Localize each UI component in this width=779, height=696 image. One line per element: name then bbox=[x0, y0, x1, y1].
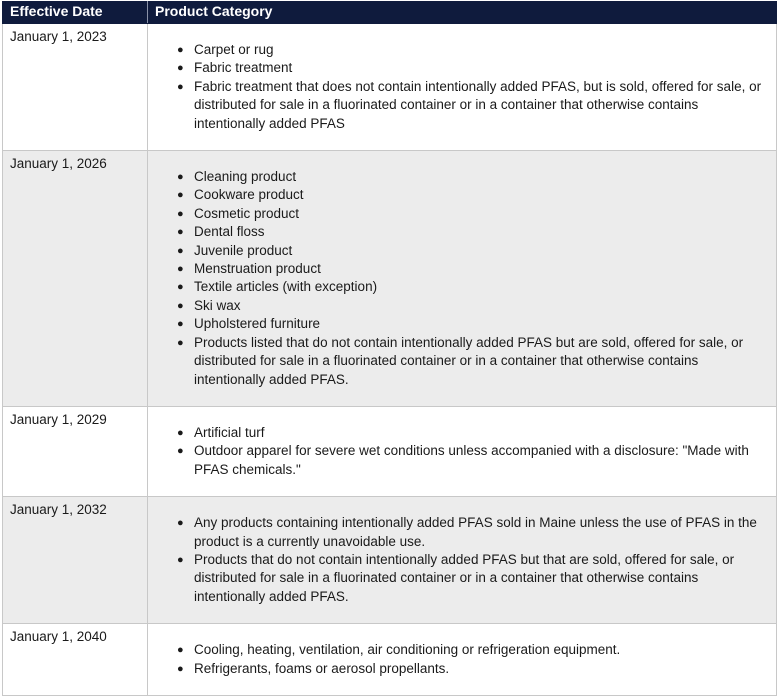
list-item-text: Cleaning product bbox=[194, 169, 297, 185]
table-row bbox=[3, 497, 777, 624]
product-category-cell bbox=[148, 624, 777, 696]
product-category-list bbox=[148, 497, 768, 623]
bullet-icon: ● bbox=[177, 336, 184, 349]
list-item-text: Textile articles (with exception) bbox=[194, 279, 378, 295]
list-item-text: Products that do not contain intentionally added PFAS but that are sold, offered for sale, or distributed for sale in a fluorinated container or in a container that otherwise contains intentionally added PFAS. bbox=[194, 551, 735, 604]
header-effective-date: Effective Date bbox=[3, 2, 148, 24]
bullet-icon: ● bbox=[177, 189, 184, 202]
list-item bbox=[177, 41, 768, 59]
product-category-cell bbox=[148, 406, 777, 496]
bullet-icon: ● bbox=[177, 662, 184, 675]
list-item bbox=[177, 334, 768, 389]
list-item-text: Products listed that do not contain intentionally added PFAS but are sold, offered for sale, or distributed for sale in a fluorinated container or in a container that otherwise contains intentionally added PFAS. bbox=[194, 334, 744, 387]
effective-date-cell: January 1, 2026 bbox=[3, 151, 148, 407]
list-item-text: Cosmetic product bbox=[194, 205, 300, 221]
bullet-icon: ● bbox=[177, 80, 184, 93]
list-item bbox=[177, 59, 768, 77]
list-item bbox=[177, 514, 768, 551]
bullet-icon: ● bbox=[177, 644, 184, 657]
table-row bbox=[3, 624, 777, 696]
effective-date-cell: January 1, 2023 bbox=[3, 24, 148, 151]
table-body bbox=[3, 24, 777, 696]
list-item-text: Dental floss bbox=[194, 224, 265, 240]
list-item bbox=[177, 186, 768, 204]
effective-date-cell: January 1, 2040 bbox=[3, 624, 148, 696]
table-header-row bbox=[3, 2, 777, 24]
pfas-effective-dates-table bbox=[2, 1, 777, 696]
list-item-text: Carpet or rug bbox=[194, 42, 274, 57]
list-item-text: Upholstered furniture bbox=[194, 316, 321, 332]
list-item-text: Ski wax bbox=[194, 297, 241, 313]
product-category-cell bbox=[148, 151, 777, 407]
product-category-list bbox=[148, 624, 768, 695]
product-category-cell bbox=[148, 24, 777, 151]
list-item bbox=[177, 442, 768, 479]
bullet-icon: ● bbox=[177, 263, 184, 276]
list-item bbox=[177, 223, 768, 241]
list-item-text: Fabric treatment that does not contain intentionally added PFAS, but is sold, offered for sale, or distributed for sale in a fluorinated container or in a container that otherwise contains intentionally added PFAS bbox=[194, 78, 762, 131]
bullet-icon: ● bbox=[177, 44, 184, 56]
product-category-cell bbox=[148, 497, 777, 624]
header-product-category: Product Category bbox=[148, 2, 777, 24]
list-item bbox=[177, 424, 768, 442]
list-item bbox=[177, 78, 768, 133]
list-item-text: Fabric treatment bbox=[194, 60, 293, 76]
list-item-text: Cookware product bbox=[194, 187, 304, 203]
list-item bbox=[177, 297, 768, 315]
effective-date-cell: January 1, 2032 bbox=[3, 497, 148, 624]
bullet-icon: ● bbox=[177, 553, 184, 566]
list-item-text: Refrigerants, foams or aerosol propellants. bbox=[194, 660, 450, 676]
bullet-icon: ● bbox=[177, 445, 184, 458]
bullet-icon: ● bbox=[177, 517, 184, 530]
list-item-text: Any products containing intentionally added PFAS sold in Maine unless the use of PFAS in the product is a currently unavoidable use. bbox=[194, 515, 757, 549]
list-item bbox=[177, 641, 768, 659]
list-item-text: Outdoor apparel for severe wet conditions unless accompanied with a disclosure: "Made with PFAS chemicals." bbox=[194, 443, 749, 477]
bullet-icon: ● bbox=[177, 62, 184, 75]
bullet-icon: ● bbox=[177, 226, 184, 239]
list-item bbox=[177, 551, 768, 606]
bullet-icon: ● bbox=[177, 244, 184, 257]
product-category-list bbox=[148, 151, 768, 406]
bullet-icon: ● bbox=[177, 318, 184, 331]
table-row bbox=[3, 406, 777, 496]
bullet-icon: ● bbox=[177, 281, 184, 294]
list-item bbox=[177, 660, 768, 678]
bullet-icon: ● bbox=[177, 299, 184, 312]
table-row bbox=[3, 151, 777, 407]
list-item bbox=[177, 278, 768, 296]
list-item-text: Artificial turf bbox=[194, 424, 265, 440]
list-item bbox=[177, 315, 768, 333]
list-item bbox=[177, 168, 768, 186]
product-category-list bbox=[148, 407, 768, 496]
table-row bbox=[3, 24, 777, 151]
product-category-list bbox=[148, 24, 768, 150]
effective-date-cell: January 1, 2029 bbox=[3, 406, 148, 496]
list-item-text: Menstruation product bbox=[194, 261, 321, 277]
list-item-text: Juvenile product bbox=[194, 242, 293, 258]
bullet-icon: ● bbox=[177, 426, 184, 439]
list-item-text: Cooling, heating, ventilation, air conditioning or refrigeration equipment. bbox=[194, 642, 621, 658]
list-item bbox=[177, 260, 768, 278]
bullet-icon: ● bbox=[177, 207, 184, 220]
list-item bbox=[177, 242, 768, 260]
list-item bbox=[177, 205, 768, 223]
bullet-icon: ● bbox=[177, 171, 184, 184]
